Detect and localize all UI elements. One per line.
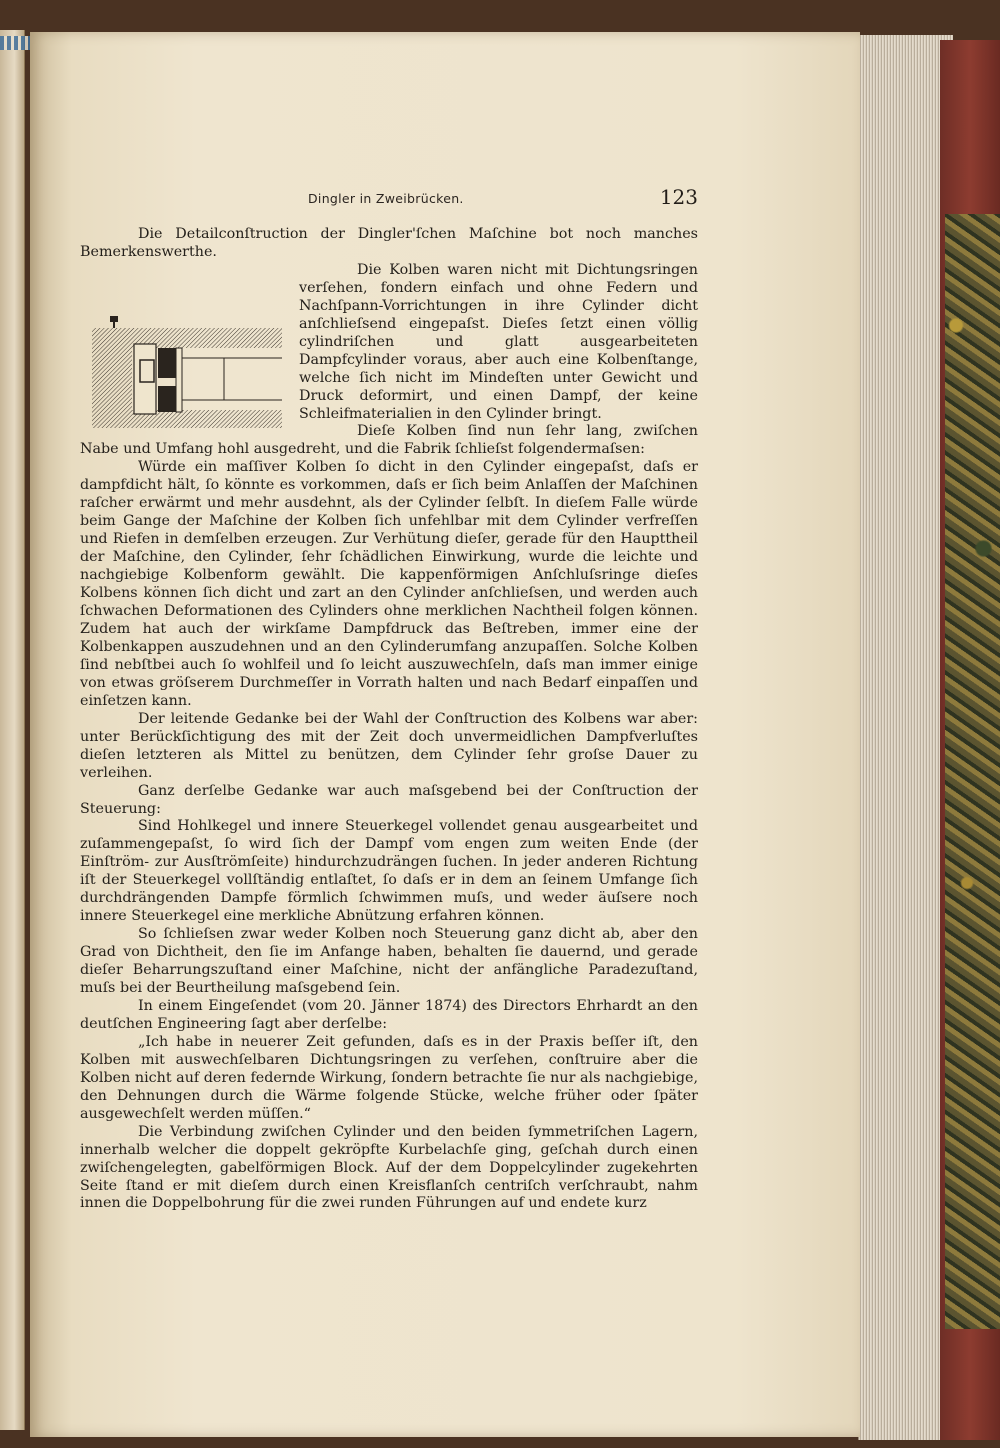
paragraph: Dieſe Kolben ſind nun ſehr lang, zwiſchen Nabe und Umfang hohl ausgedreht, und die Fabrik ſchlieſst folgendermaſsen: <box>80 423 698 458</box>
paragraph: So ſchlieſsen zwar weder Kolben noch Steuerung ganz dicht ab, aber den Grad von Dichtheit, den ſie im Anfange haben, behalten ſie dauernd, und gerade dieſer Beharrungszuſtand einer Maſchine, nicht der anfängliche Paradezuſtand, muſs bei der Beurtheilung maſsgebend ſein. <box>80 926 698 997</box>
page-body <box>80 226 698 1213</box>
paragraph: Ganz derſelbe Gedanke war auch maſsgebend bei der Conſtruction der Steuerung: <box>80 782 698 817</box>
paragraph: Die Verbindung zwiſchen Cylinder und den beiden ſymmetriſchen Lagern, innerhalb welcher die doppelt gekröpfte Kurbelachſe ging, geſchah durch einen zwiſchengelegten, gabelförmigen Block. Auf der dem Doppelcylinder zugekehrten Seite ſtand er mit dieſem durch einen Kreisflanſch centriſch verſchraubt, nahm innen die Doppelbohrung für die zwei runden Führungen auf und endete kurz <box>80 1123 698 1212</box>
page-header <box>80 187 700 217</box>
paragraph-text: Die Kolben waren nicht mit Dichtungsringen verſehen, fondern einfach und ohne Federn und Nachſpann-Vorrichtungen in ihre Cylinder dicht anſchlieſsend eingepaſst. Dieſes ſetzt einen völlig cylindriſchen und glatt ausgearbeiteten Dampfcylinder voraus, aber auch eine Kolbenſtange, welche ſich nicht im Mindeſten unter Gewicht und Druck deformirt, und einen Dampf, der keine Schleifmaterialien in den Cylinder bringt. <box>299 261 698 422</box>
page-block-edges <box>858 35 953 1440</box>
paragraph: Die Detailconſtruction der Dingler'ſchen Maſchine bot noch manches Bemerkenswerthe. <box>80 226 698 260</box>
page-number: 123 <box>659 185 698 209</box>
paragraph: Der leitende Gedanke bei der Wahl der Conſtruction des Kolbens war aber: unter Berückſichtigung des mit der Zeit doch unvermeidlichen Dampfverluſtes dieſen letzteren als Mittel zu benützen, dem Cylinder ſehr groſse Dauer zu verleihen. <box>80 710 698 781</box>
left-page-edge <box>0 30 25 1430</box>
paragraph: „Ich habe in neuerer Zeit gefunden, daſs es in der Praxis beſſer iſt, den Kolben mit auswechſelbaren Dichtungsringen zu verſehen, conſtruire aber die Kolben nicht auf deren federnde Wirkung, ſondern betrachte ſie nur als nachgiebige, den Dehnungen durch die Wärme folgende Stücke, welche früher oder ſpäter ausgewechſelt werden müſſen.“ <box>80 1033 698 1122</box>
marbled-cover <box>945 214 1000 1329</box>
binding-thread <box>0 36 30 50</box>
paragraph: In einem Eingeſendet (vom 20. Jänner 1874) des Directors Ehrhardt an den deutſchen Engineering ſagt aber derſelbe: <box>80 997 698 1032</box>
paragraph: Sind Hohlkegel und innere Steuerkegel vollendet genau ausgearbeitet und zuſammengepaſst, ſo wird ſich der Dampf vom engen zum weiten Ende (der Einſtröm- zur Ausſtrömſeite) hindurchzudrängen ſuchen. In jeder anderen Richtung iſt der Steuerkegel vollſtändig entlaſtet, ſo daſs er in dem an ſeinem Umfange ſich durchdrängenden Dampfe förmlich ſchwimmen muſs, und weder äuſsere noch innere Steuerkegel eine merkliche Abnützung erfahren können. <box>80 818 698 925</box>
figure-float <box>84 314 291 438</box>
paragraph: Würde ein maſſiver Kolben ſo dicht in den Cylinder eingepaſst, daſs er dampfdicht hält, ſo könnte es vorkommen, daſs er ſich beim Anlaſſen der Maſchinen raſcher erwärmt und mehr ausdehnt, als der Cylinder ſelbſt. In dieſem Falle würde beim Gange der Maſchine der Kolben ſich unfehlbar mit dem Cylinder verfreſſen und Riefen in demſelben erzeugen. Zur Verhütung dieſer, gerade für den Haupttheil der Maſchine, den Cylinder, ſehr ſchädlichen Einwirkung, wurde die leichte und nachgiebige Kolbenform gewählt. Die kappenförmigen Anſchluſsringe dieſes Kolbens können ſich dicht und zart an den Cylinder anſchlieſsen, und werden auch ſchwachen Deformationen des Cylinders ohne merklichen Nachtheil folgen können. Zudem hat auch der wirkſame Dampfdruck das Beſtreben, immer eine der Kolbenkappen auszudehnen und an den Cylinderumfang anzupaſſen. Solche Kolben ſind nebſtbei auch ſo wohlfeil und ſo leicht auszuwechſeln, daſs man immer einige von etwas gröſserem Durchmeſſer in Vorrath halten und nach Bedarf einpaſſen und einſetzen kann. <box>80 459 698 709</box>
piston-cross-section-figure <box>84 314 291 438</box>
running-head: Dingler in Zweibrücken. <box>308 191 464 206</box>
